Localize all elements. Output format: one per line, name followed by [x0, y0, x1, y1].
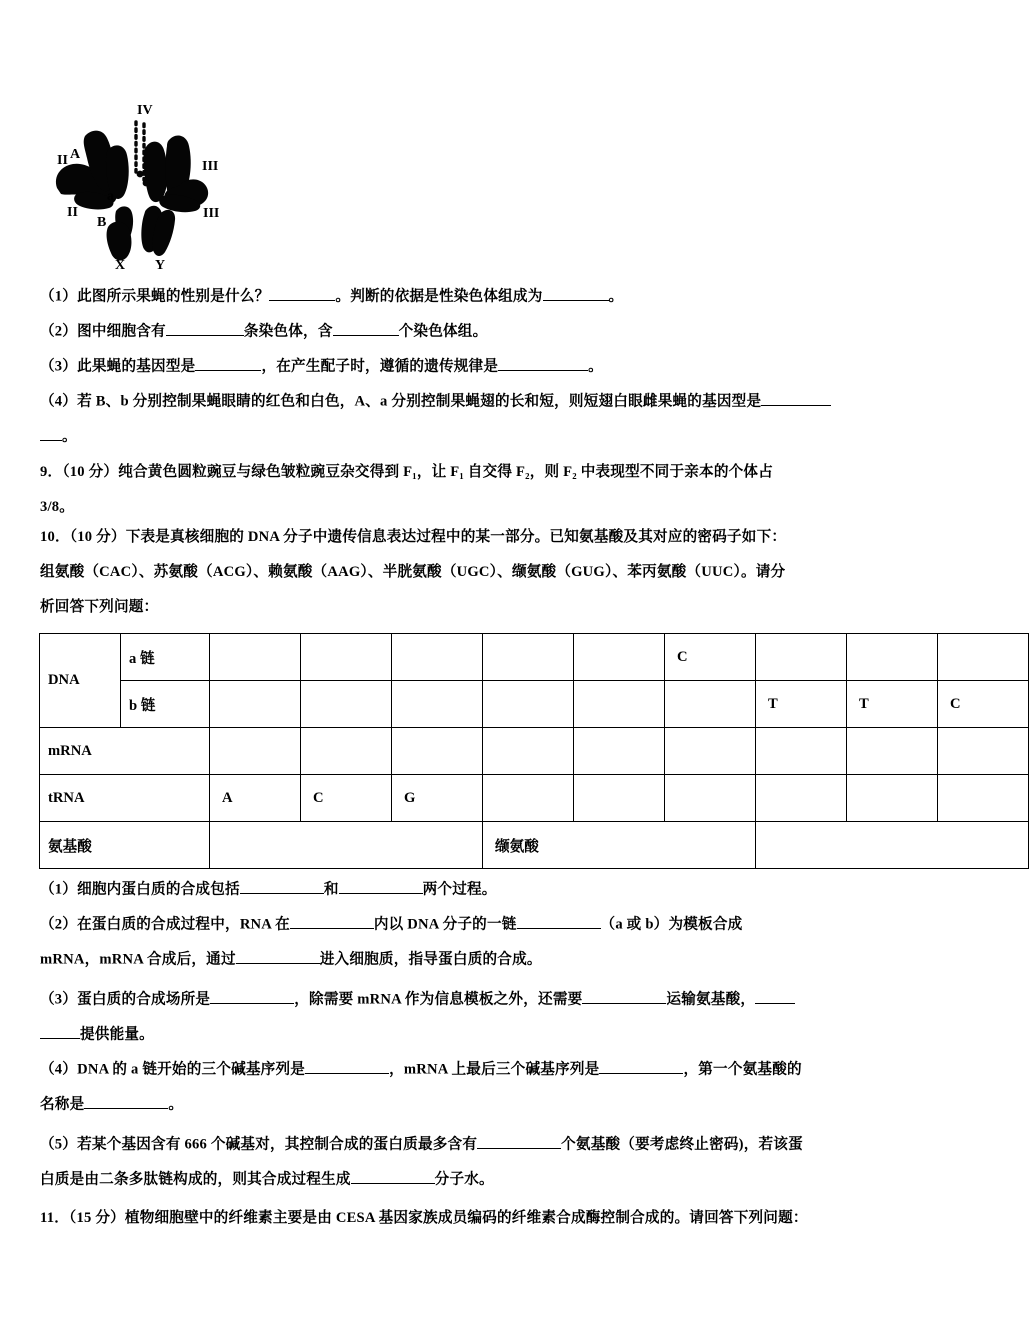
question-10-3-line2 — [40, 1023, 154, 1046]
label-gene-A: A — [70, 147, 81, 162]
question-8-4-line1 — [40, 390, 831, 413]
cell-t7[interactable] — [756, 775, 847, 822]
cell-m3[interactable] — [392, 728, 483, 775]
cell-m4[interactable] — [483, 728, 574, 775]
cell-mrna-label: mRNA — [40, 728, 210, 775]
cell-a7[interactable] — [756, 634, 847, 681]
table-row-chain-b — [40, 681, 1029, 728]
q8-2-text-2: 条染色体，含 — [243, 323, 333, 340]
cell-m1[interactable] — [210, 728, 301, 775]
cell-t5[interactable] — [574, 775, 665, 822]
label-sex-x: X — [115, 258, 126, 273]
q10-3-text-2: ，除需要 mRNA 作为信息模板之外，还需要 — [294, 991, 583, 1008]
q10-4-text-2: ，mRNA 上最后三个碱基序列是 — [389, 1061, 600, 1078]
answer-blank[interactable] — [477, 1133, 561, 1149]
question-10-2-line1 — [40, 913, 742, 936]
cell-chain-a-label: a 链 — [121, 634, 210, 681]
question-10-1 — [40, 878, 497, 901]
cell-amino-2[interactable]: 缬氨酸 — [483, 822, 756, 869]
cell-b1[interactable] — [210, 681, 301, 728]
answer-blank[interactable] — [240, 878, 324, 894]
cell-amino-label: 氨基酸 — [40, 822, 210, 869]
cell-m2[interactable] — [301, 728, 392, 775]
cell-b5[interactable] — [574, 681, 665, 728]
table-row-mrna — [40, 728, 1029, 775]
drosophila-karyotype-figure — [45, 92, 240, 273]
answer-blank[interactable] — [166, 320, 244, 336]
cell-b2[interactable] — [301, 681, 392, 728]
question-10-4-line2 — [40, 1093, 183, 1116]
cell-t1[interactable]: A — [210, 775, 301, 822]
answer-blank[interactable] — [236, 948, 320, 964]
label-gene-B: B — [97, 215, 107, 230]
q10-5-text-2: 个氨基酸（要考虑终止密码)，若该蛋 — [561, 1136, 803, 1153]
answer-blank[interactable] — [755, 988, 795, 1004]
cell-m9[interactable] — [938, 728, 1029, 775]
cell-t9[interactable] — [938, 775, 1029, 822]
cell-t8[interactable] — [847, 775, 938, 822]
q10-3-text: （3）蛋白质的合成场所是 — [40, 991, 211, 1008]
cell-t2[interactable]: C — [301, 775, 392, 822]
cell-a9[interactable] — [938, 634, 1029, 681]
answer-blank[interactable] — [582, 988, 666, 1004]
label-chr4: IV — [137, 103, 153, 118]
q10-1-text: （1）细胞内蛋白质的合成包括 — [40, 881, 240, 898]
answer-blank[interactable] — [339, 878, 423, 894]
label-chr2-upper: II — [57, 153, 68, 168]
answer-blank[interactable] — [761, 390, 831, 406]
label-chr2-lower: II — [67, 205, 78, 220]
cell-t6[interactable] — [665, 775, 756, 822]
cell-a6[interactable]: C — [665, 634, 756, 681]
cell-a2[interactable] — [301, 634, 392, 681]
cell-b9[interactable]: C — [938, 681, 1029, 728]
cell-amino-3[interactable] — [756, 822, 1029, 869]
answer-blank[interactable] — [305, 1058, 389, 1074]
question-8-2 — [40, 320, 487, 343]
answer-blank[interactable] — [351, 1168, 435, 1184]
cell-t3[interactable]: G — [392, 775, 483, 822]
label-sex-y: Y — [155, 258, 166, 273]
q8-2-text: （2）图中细胞含有 — [40, 323, 166, 340]
q8-3-text-2: ，在产生配子时，遵循的遗传规律是 — [261, 358, 499, 375]
answer-blank[interactable] — [84, 1093, 168, 1109]
q10-2-text-2: 内以 DNA 分子的一链 — [373, 916, 517, 933]
question-10-2-line2 — [40, 948, 542, 971]
cell-m8[interactable] — [847, 728, 938, 775]
q10-2-text-5: 进入细胞质，指导蛋白质的合成。 — [319, 951, 542, 968]
q10-4-text: （4）DNA 的 a 链开始的三个碱基序列是 — [40, 1061, 306, 1078]
cell-trna-label: tRNA — [40, 775, 210, 822]
question-10-line1: 10．（10 分）下表是真核细胞的 DNA 分子中遗传信息表达过程中的某一部分。已知氨基酸及其对应的密码子如下： — [40, 529, 787, 545]
answer-blank[interactable] — [40, 1023, 80, 1039]
karyotype-svg — [45, 92, 240, 273]
q8-4-tail: 。 — [62, 428, 77, 445]
cell-m5[interactable] — [574, 728, 665, 775]
q10-2-text: （2）在蛋白质的合成过程中，RNA 在 — [40, 916, 290, 933]
cell-b3[interactable] — [392, 681, 483, 728]
question-10-4-line1 — [40, 1058, 802, 1081]
answer-blank[interactable] — [210, 988, 294, 1004]
q10-4-text-5: 。 — [168, 1096, 184, 1113]
cell-b7[interactable]: T — [756, 681, 847, 728]
q8-2-text-3: 个染色体组。 — [398, 323, 488, 340]
q8-3-text-3: 。 — [588, 358, 603, 375]
table-row-chain-a — [40, 634, 1029, 681]
q8-1-text-2: 。判断的依据是性染色体组成为 — [335, 288, 543, 305]
q8-1-text: （1）此图所示果蝇的性别是什么？ — [40, 288, 270, 305]
question-9-line1: 9．（10 分）纯合黄色圆粒豌豆与绿色皱粒豌豆杂交得到 F₁，让 F₁ 自交得 F₂，则 F₂ 中表现型不同于亲本的个体占 — [40, 464, 774, 480]
cell-amino-1[interactable] — [210, 822, 483, 869]
q10-2-text-4: mRNA，mRNA 合成后，通过 — [40, 951, 236, 968]
answer-blank[interactable] — [333, 320, 399, 336]
question-8-1 — [40, 285, 623, 308]
answer-blank[interactable] — [195, 355, 261, 371]
q10-3-text-4: 提供能量。 — [80, 1026, 154, 1043]
cell-b4[interactable] — [483, 681, 574, 728]
q10-5-text: （5）若某个基因含有 666 个碱基对，其控制合成的蛋白质最多含有 — [40, 1136, 478, 1153]
question-10-line2: 组氨酸（CAC）、苏氨酸（ACG）、赖氨酸（AAG）、半胱氨酸（UGC）、缬氨酸（GUG）、苯丙氨酸（UUC）。请分 — [40, 564, 786, 580]
cell-dna-label: DNA — [40, 634, 121, 728]
answer-blank[interactable] — [543, 285, 609, 301]
question-10-3-line1 — [40, 988, 795, 1011]
cell-a1[interactable] — [210, 634, 301, 681]
answer-blank[interactable] — [599, 1058, 683, 1074]
cell-a8[interactable] — [847, 634, 938, 681]
cell-t4[interactable] — [483, 775, 574, 822]
question-10-5-line2 — [40, 1168, 494, 1191]
cell-m7[interactable] — [756, 728, 847, 775]
q10-3-text-3: 运输氨基酸， — [666, 991, 756, 1008]
q10-4-text-4: 名称是 — [40, 1096, 85, 1113]
q10-2-text-3: （a 或 b）为模板合成 — [600, 916, 743, 933]
cell-b8[interactable]: T — [847, 681, 938, 728]
table-row-trna — [40, 775, 1029, 822]
label-gene-a: a — [107, 189, 114, 204]
question-8-3 — [40, 355, 603, 378]
table-row-amino-acid — [40, 822, 1029, 869]
q10-4-text-3: ，第一个氨基酸的 — [683, 1061, 802, 1078]
q10-1-text-3: 两个过程。 — [422, 881, 497, 898]
answer-blank[interactable] — [269, 285, 335, 301]
question-10-line3: 析回答下列问题： — [40, 599, 159, 615]
q10-5-text-3: 白质是由二条多肽链构成的，则其合成过程生成 — [40, 1171, 351, 1188]
question-8-4-line2 — [40, 425, 77, 448]
question-10-5-line1 — [40, 1133, 803, 1156]
label-chr3-upper: III — [202, 159, 219, 174]
cell-a4[interactable] — [483, 634, 574, 681]
label-chr3-lower: III — [203, 206, 220, 221]
cell-a5[interactable] — [574, 634, 665, 681]
question-11-line1: 11．（15 分）植物细胞壁中的纤维素主要是由 CESA 基因家族成员编码的纤维素合成酶控制合成的。请回答下列问题： — [40, 1210, 808, 1226]
answer-blank[interactable] — [498, 355, 588, 371]
q8-3-text: （3）此果蝇的基因型是 — [40, 358, 196, 375]
answer-blank[interactable] — [290, 913, 374, 929]
cell-b6[interactable] — [665, 681, 756, 728]
q10-5-text-4: 分子水。 — [434, 1171, 494, 1188]
q10-1-text-2: 和 — [323, 881, 339, 898]
cell-a3[interactable] — [392, 634, 483, 681]
cell-chain-b-label: b 链 — [121, 681, 210, 728]
cell-m6[interactable] — [665, 728, 756, 775]
q8-4-text: （4）若 B、b 分别控制果蝇眼睛的红色和白色，A、a 分别控制果蝇翅的长和短，则短翅白眼雌果蝇的基因型是 — [40, 393, 762, 410]
dna-expression-table — [39, 633, 1029, 869]
answer-blank[interactable] — [40, 425, 62, 441]
question-9-line2: 3/8。 — [40, 499, 75, 515]
answer-blank[interactable] — [517, 913, 601, 929]
q8-1-text-3: 。 — [608, 288, 624, 305]
